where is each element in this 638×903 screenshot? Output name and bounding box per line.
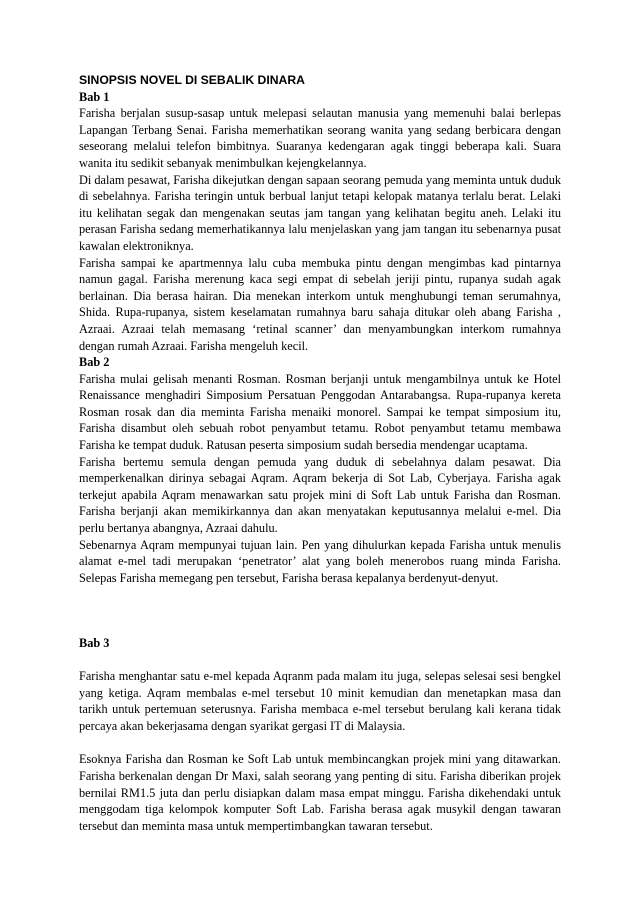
spacer [79, 652, 561, 668]
paragraph: Esoknya Farisha dan Rosman ke Soft Lab untuk membincangkan projek mini yang ditawarkan. Farisha berkenalan dengan Dr Maxi, salah seorang yang penting di situ. Farisha diberikan projek bernilai RM1.5 juta dan perlu disiapkan dalam masa empat minggu. Farisha dikehendaki untuk menggodam tiga kelompok komputer Soft Lab. Farisha berasa agak musykil dengan tawaran tersebut dan meminta masa untuk mempertimbangkan tawaran tersebut. [79, 752, 561, 833]
spacer [79, 586, 561, 635]
chapter-heading-bab3: Bab 3 [79, 636, 110, 651]
document-page [79, 72, 561, 834]
paragraph: Sebenarnya Aqram mempunyai tujuan lain. Pen yang dihulurkan kepada Farisha untuk menulis alamat e-mel tadi merupakan ‘penetrator’ alat yang boleh menerobos ruang minda Farisha. Selepas Farisha memegang pen tersebut, Farisha berasa kepalanya berdenyut-denyut. [79, 537, 561, 585]
paragraph: Farisha sampai ke apartmennya lalu cuba membuka pintu dengan mengimbas kad pintarnya namun gagal. Farisha merenung kaca segi empat di sebelah jeriji pintu, rupanya sudah agak berlainan. Dia berasa hairan. Dia menekan interkom untuk menghubungi teman serumahnya, Shida. Rupa-rupanya, sistem keselamatan rumahnya baru sahaja ditukar oleh abang Farisha , Azraai. Azraai telah memasang ‘retinal scanner’ dan menyambungkan interkom rumahnya dengan rumah Azraai. Farisha mengeluh kecil. [79, 255, 561, 353]
paragraph: Di dalam pesawat, Farisha dikejutkan dengan sapaan seorang pemuda yang meminta untuk duduk di sebelahnya. Farisha teringin untuk berbual lanjut tetapi kelopak matanya terlalu berat. Lelaki itu kelihatan segak dan mengenakan seutas jam tangan yang kelihatan begitu aneh. Lelaki itu perasan Farisha sedang memerhatikannya lalu menjelaskan yang jam tangan itu sebenarnya pusat kawalan elektroniknya. [79, 172, 561, 253]
paragraph: Farisha mulai gelisah menanti Rosman. Rosman berjanji untuk mengambilnya untuk ke Hotel Renaissance menghadiri Simposium Persatuan Penggodan Antarabangsa. Rupa-rupanya kereta Rosman rosak dan dia meminta Farisha menaiki monorel. Sampai ke tempat simposium itu, Farisha disambut oleh sebuah robot penyambut tetamu. Robot penyambut tetamu membawa Farisha ke tempat duduk. Ratusan peserta simposium sudah bersedia mendengar ucaptama. [79, 371, 561, 453]
spacer [79, 734, 561, 751]
paragraph: Farisha bertemu semula dengan pemuda yang duduk di sebelahnya dalam pesawat. Dia memperkenalkan dirinya sebagai Aqram. Aqram bekerja di Sot Lab, Cyberjaya. Farisha agak terkejut apabila Aqram menawarkan satu projek mini di Soft Lab untuk Farisha dan Rosman. Farisha berjanji akan memikirkannya dan akan menyatakan keputusannya melalui e-mel. Dia perlu bertanya abangnya, Azraai dahulu. [79, 454, 561, 536]
chapter-heading-bab1: Bab 1 [79, 89, 110, 104]
paragraph: Farisha berjalan susup-sasap untuk melepasi selautan manusia yang memenuhi balai berlepas Lapangan Terbang Senai. Farisha memerhatikan seorang wanita yang sedang berbicara dengan seseorang melalui telefon bimbitnya. Suaranya kedengaran agak tinggi beberapa kali. Suara wanita itu sedikit sebanyak menimbulkan kejengkelannya. [79, 106, 561, 170]
document-title: SINOPSIS NOVEL DI SEBALIK DINARA [79, 73, 305, 87]
paragraph: Farisha menghantar satu e-mel kepada Aqranm pada malam itu juga, selepas selesai sesi bengkel yang ketiga. Aqram membalas e-mel tersebut 10 minit kemudian dan menetapkan masa dan tarikh untuk pertemuan seterusnya. Farisha membaca e-mel tersebut berulang kali kerana tidak percaya akan bekerjasama dengan syarikat gergasi IT di Malaysia. [79, 669, 561, 733]
chapter-heading-bab2: Bab 2 [79, 355, 110, 370]
